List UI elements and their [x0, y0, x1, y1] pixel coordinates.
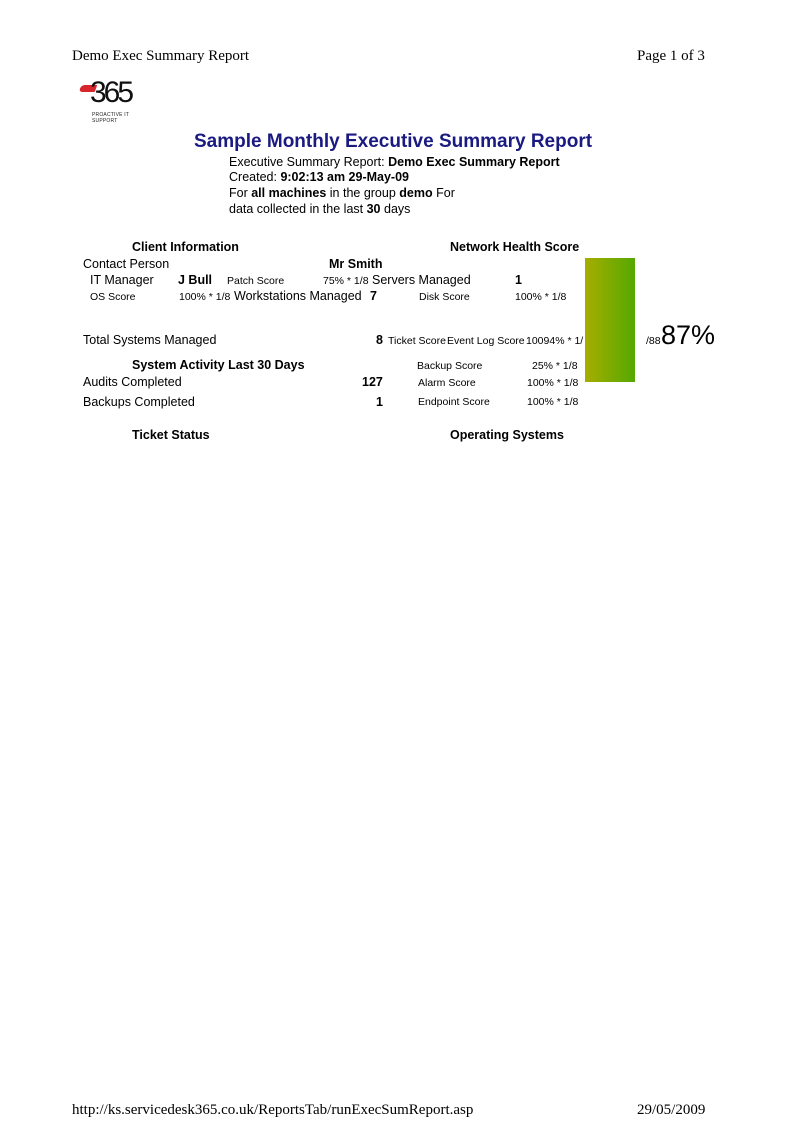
network-health-heading: Network Health Score	[450, 240, 580, 254]
ticket-status-heading: Ticket Status	[132, 428, 210, 442]
servers-managed-label: Servers Managed	[372, 273, 471, 287]
period-days-label: days	[384, 202, 411, 216]
report-name-line	[229, 155, 560, 169]
contact-label: Contact Person	[83, 257, 170, 271]
health-score-bar	[585, 258, 635, 382]
event-log-score-label: Event Log Score	[447, 335, 525, 347]
scope-machines: all machines	[251, 186, 327, 200]
disk-score-label: Disk Score	[419, 291, 470, 303]
operating-systems-heading: Operating Systems	[450, 428, 564, 442]
os-score-value: 100% * 1/8	[179, 291, 231, 303]
health-score-total: 87%	[661, 320, 716, 350]
alarm-score-value: 100% * 1/8	[527, 377, 579, 389]
created-label: Created:	[229, 170, 277, 184]
patch-score-value: 75% * 1/8	[323, 275, 369, 287]
audits-completed-label: Audits Completed	[83, 375, 182, 389]
health-score-fraction: /88	[646, 335, 661, 347]
report-title: Sample Monthly Executive Summary Report	[194, 131, 593, 152]
created-value: 9:02:13 am 29-May-09	[280, 170, 409, 184]
system-activity-heading: System Activity Last 30 Days	[132, 358, 305, 372]
company-logo	[80, 76, 146, 124]
created-line	[229, 170, 409, 184]
period-days-value: 30	[366, 202, 381, 216]
backup-score-value: 25% * 1/8	[532, 360, 578, 372]
servers-managed-value: 1	[515, 273, 522, 287]
period-label: data collected in the last	[229, 202, 364, 216]
logo-number: 365	[90, 76, 132, 109]
scope-group-label: in the group	[329, 186, 396, 200]
it-manager-value: J Bull	[178, 273, 213, 287]
total-systems-value: 8	[376, 333, 383, 347]
workstations-managed-value: 7	[370, 289, 377, 303]
audits-completed-value: 127	[362, 375, 383, 389]
logo-tagline: PROACTIVE IT SUPPORT	[92, 112, 130, 124]
backup-score-label: Backup Score	[417, 360, 483, 372]
scope-line	[229, 186, 455, 200]
scope-for-label: For	[229, 186, 248, 200]
header-page-number: Page 1 of 3	[637, 48, 705, 64]
backups-completed-label: Backups Completed	[83, 395, 195, 409]
it-manager-label: IT Manager	[90, 273, 154, 287]
alarm-score-label: Alarm Score	[418, 377, 476, 389]
endpoint-score-label: Endpoint Score	[418, 396, 490, 408]
total-systems-label: Total Systems Managed	[83, 333, 217, 347]
backups-completed-value: 1	[376, 395, 383, 409]
ticket-score-label: Ticket Score	[388, 335, 446, 347]
scope-for2: For	[436, 186, 455, 200]
os-score-label: OS Score	[90, 291, 136, 303]
scope-group: demo	[399, 186, 433, 200]
client-info-heading: Client Information	[132, 240, 239, 254]
patch-score-label: Patch Score	[227, 275, 285, 287]
ticket-eventlog-value: 10094% * 1/	[526, 335, 584, 347]
footer-url[interactable]: http://ks.servicedesk365.co.uk/ReportsTab/runExecSumReport.asp	[72, 1102, 474, 1118]
contact-value: Mr Smith	[329, 257, 383, 271]
disk-score-value: 100% * 1/8	[515, 291, 567, 303]
header-doc-title: Demo Exec Summary Report	[72, 48, 250, 64]
period-line	[229, 202, 410, 216]
footer-date: 29/05/2009	[637, 1102, 706, 1118]
report-name-value: Demo Exec Summary Report	[388, 155, 560, 169]
endpoint-score-value: 100% * 1/8	[527, 396, 579, 408]
report-name-label: Executive Summary Report:	[229, 155, 385, 169]
workstations-managed-label: Workstations Managed	[234, 289, 362, 303]
